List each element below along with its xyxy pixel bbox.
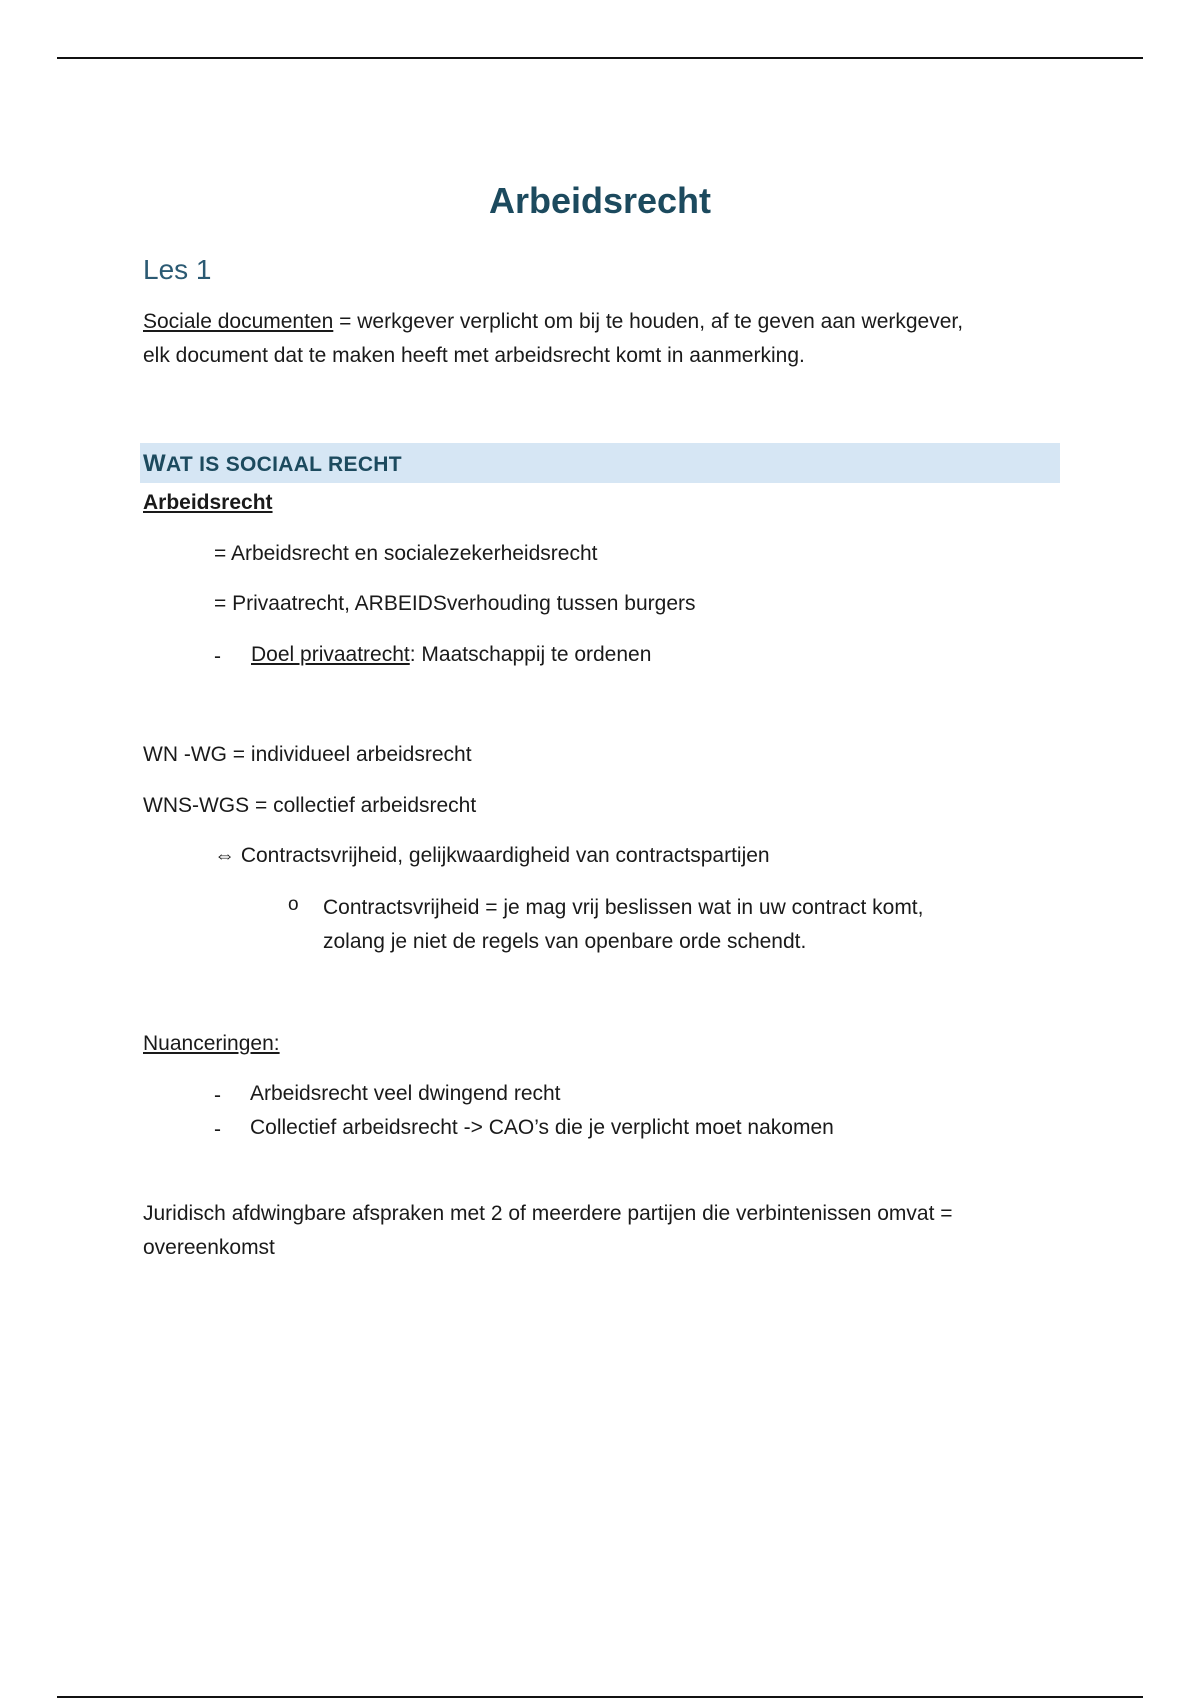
contract-line [214, 841, 770, 871]
double-arrow-icon: ⇔ [214, 844, 235, 867]
doel-rest: : Maatschappij te ordenen [409, 643, 652, 666]
contract-def-line1: Contractsvrijheid = je mag vrij beslissen wat in uw contract komt, [323, 896, 924, 919]
wn-wg-line: WN -WG = individueel arbeidsrecht [143, 743, 472, 766]
bottom-rule [57, 1696, 1143, 1698]
intro-paragraph [143, 305, 1063, 373]
document-title: Arbeidsrecht [488, 180, 712, 221]
doel-term: Doel privaatrecht [251, 643, 410, 666]
contract-definition [323, 891, 1083, 959]
wns-wgs-line: WNS-WGS = collectief arbeidsrecht [143, 794, 477, 817]
closing-line2: overeenkomst [143, 1236, 275, 1259]
doel-item [251, 640, 651, 670]
closing-paragraph [143, 1197, 1063, 1265]
intro-term: Sociale documenten [143, 310, 334, 333]
nuance-heading: Nuanceringen: [143, 1032, 280, 1055]
lesson-heading: Les 1 [143, 254, 212, 285]
intro-line2: elk document dat te maken heeft met arbeidsrecht komt in aanmerking. [143, 344, 805, 367]
nuance-item-2: Collectief arbeidsrecht -> CAO’s die je verplicht moet nakomen [250, 1116, 834, 1139]
top-rule [57, 57, 1143, 59]
section-heading-rest: AT IS SOCIAAL RECHT [165, 453, 402, 476]
definition-1: = Arbeidsrecht en socialezekerheidsrecht [214, 542, 598, 565]
closing-line1: Juridisch afdwingbare afspraken met 2 of meerdere partijen die verbintenissen omvat = [143, 1202, 953, 1225]
bullet-dash: - [214, 645, 221, 668]
section-heading-band [140, 443, 1060, 483]
intro-rest-line1: = werkgever verplicht om bij te houden, af te geven aan werkgever, [333, 310, 964, 333]
subheading-arbeidsrecht: Arbeidsrecht [143, 491, 273, 514]
section-heading [143, 450, 402, 478]
definition-2: = Privaatrecht, ARBEIDSverhouding tussen burgers [214, 592, 696, 615]
circle-bullet-icon: o [288, 894, 299, 915]
contract-text: Contractsvrijheid, gelijkwaardigheid van contractspartijen [235, 844, 770, 867]
nuance-dash-1: - [214, 1084, 221, 1107]
section-heading-initial: W [143, 450, 166, 477]
nuance-dash-2: - [214, 1118, 221, 1141]
contract-def-line2: zolang je niet de regels van openbare orde schendt. [323, 930, 807, 953]
nuance-item-1: Arbeidsrecht veel dwingend recht [250, 1082, 561, 1105]
